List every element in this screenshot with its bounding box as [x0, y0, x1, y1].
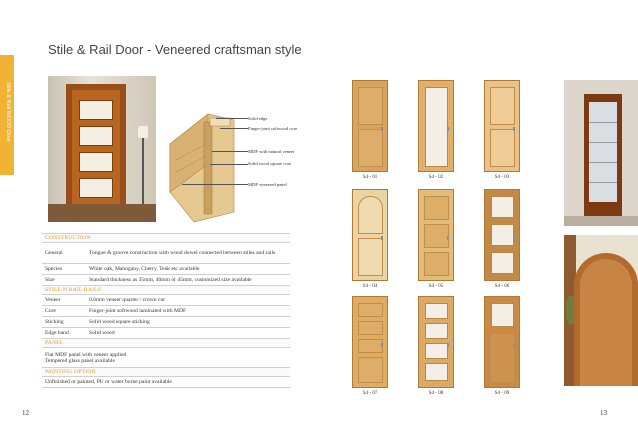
door-label: S4 - 07	[362, 391, 378, 396]
label-solid-edge: Solid edge	[248, 116, 268, 121]
spec-value: Finger-joint softwood laminated with MDF	[86, 306, 290, 317]
spec-key: Veneer	[42, 295, 86, 306]
spec-value: White oak, Mahogany, Cherry, Teak etc available	[86, 264, 290, 275]
label-mdf-veneered-panel: MDF veneered panel	[248, 182, 287, 187]
door-label: S4 - 09	[494, 391, 510, 396]
door-thumb-s4-06	[477, 189, 527, 289]
page-number-right: 13	[600, 409, 607, 417]
spec-value: Solid wood	[86, 328, 290, 339]
door-thumb-s4-05	[411, 189, 461, 289]
door-thumb-s4-09	[477, 296, 527, 396]
spec-painting-text: Unfinished or painted, PU or water borne paint available	[42, 377, 290, 388]
door-label: S4 - 06	[494, 284, 510, 289]
spec-panel-text	[42, 348, 290, 368]
door-label: S4 - 08	[428, 391, 444, 396]
door-section-diagram	[166, 100, 298, 224]
interior-photo-glass-door	[564, 80, 638, 226]
spec-value: Standard thickness as 35mm, 40mm or 45mm, customized size available	[86, 275, 290, 286]
spec-value: Tongue & groove construction with wood dowel connected between stiles and rails	[86, 243, 290, 264]
door-thumb-s4-03	[477, 80, 527, 180]
spec-heading-construction: CONSTRUCTION	[42, 234, 290, 243]
door-thumb-s4-04	[345, 189, 395, 289]
spec-heading-panel: PANEL	[42, 339, 290, 348]
spec-key: Species	[42, 264, 86, 275]
spec-key: Core	[42, 306, 86, 317]
page-title: Stile & Rail Door - Veneered craftsman style	[48, 42, 302, 57]
panel-line: Tempered glass panel available	[45, 357, 115, 364]
page-number-left: 12	[22, 409, 29, 417]
spec-value: Solid wood square sticking	[86, 317, 290, 328]
spec-value: 0.6mm veneer quarter / crown cut	[86, 295, 290, 306]
spec-key: Edge band	[42, 328, 86, 339]
interior-photo-arched-door	[564, 235, 638, 386]
panel-line: Flat MDF panel with veneer applied	[45, 351, 127, 358]
side-tab	[0, 55, 14, 175]
hero-photo	[48, 76, 156, 222]
label-mdf-veneer: MDF with natural veneer	[248, 149, 295, 154]
door-thumb-s4-01	[345, 80, 395, 180]
spec-key: General	[42, 243, 86, 264]
label-solid-square-core: Solid wood square core	[248, 161, 292, 166]
spec-key: Sticking	[42, 317, 86, 328]
spec-table	[42, 233, 290, 388]
spec-key: Size	[42, 275, 86, 286]
door-label: S4 - 05	[428, 284, 444, 289]
door-label: S4 - 03	[494, 175, 510, 180]
side-tab-label: Stile & Rail WOOD Door	[5, 82, 11, 142]
door-thumb-s4-07	[345, 296, 395, 396]
spec-heading-stile-rail: STILE N RAIL RAILS	[42, 286, 290, 295]
door-label: S4 - 04	[362, 284, 378, 289]
label-finger-joint-core: Finger-joint softwood core	[248, 126, 298, 131]
door-thumb-s4-08	[411, 296, 461, 396]
door-thumb-s4-02	[411, 80, 461, 180]
door-label: S4 - 01	[362, 175, 378, 180]
door-label: S4 - 02	[428, 175, 444, 180]
spec-heading-painting: PAINTING OPTION	[42, 368, 290, 377]
